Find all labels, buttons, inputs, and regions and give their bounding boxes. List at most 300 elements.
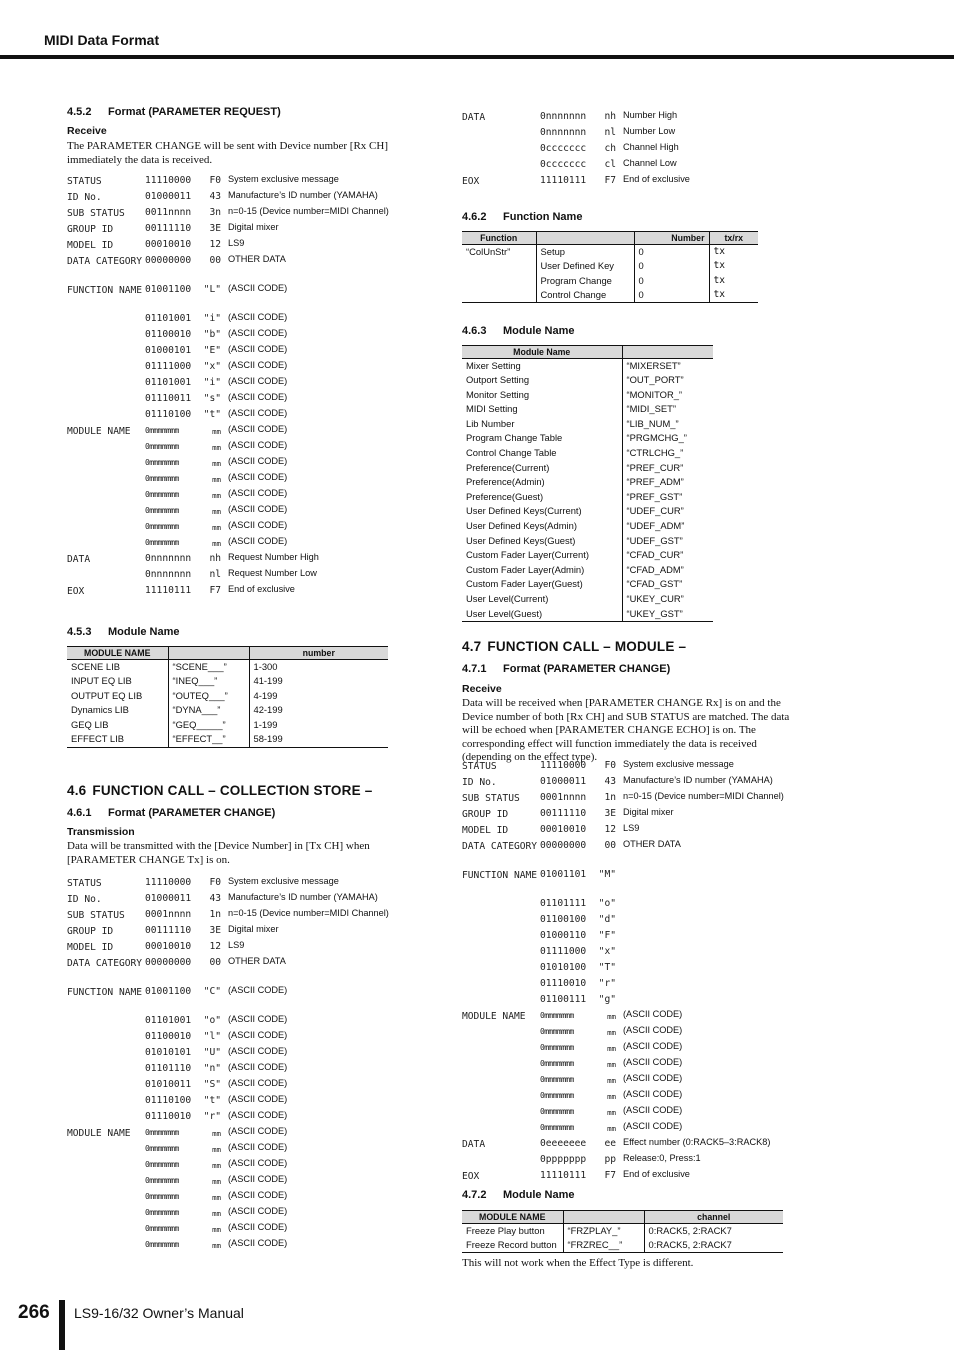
field-description: Channel High: [623, 142, 679, 152]
hex-value: ch: [604, 143, 616, 154]
hex-value: F7: [209, 585, 221, 596]
message-row: [67, 342, 407, 358]
hex-value: 1n: [209, 909, 221, 920]
message-row: [67, 390, 407, 406]
binary-value: 0nnnnnnn: [145, 569, 192, 580]
field-name: ID No.: [462, 777, 497, 788]
field-description: (ASCII CODE): [228, 985, 288, 995]
field-name: DATA CATEGORY: [462, 841, 538, 852]
binary-value: 01110011: [145, 393, 192, 404]
field-name: DATA CATEGORY: [67, 256, 143, 267]
binary-value: 01110100: [145, 1095, 192, 1106]
column-header: MODULE NAME: [462, 1211, 563, 1224]
table-cell: tx: [709, 259, 758, 274]
message-row: [462, 975, 802, 991]
table-cell: “MIXERSET”: [622, 359, 713, 374]
field-description: (ASCII CODE): [228, 1222, 288, 1232]
binary-value: 01001100: [145, 284, 192, 295]
field-description: (ASCII CODE): [228, 1062, 288, 1072]
binary-value: 01111000: [540, 946, 587, 957]
field-name: DATA: [462, 1139, 486, 1150]
table-row: [462, 288, 758, 303]
hex-value: mm: [212, 475, 221, 484]
table-row: [462, 519, 713, 534]
field-description: (ASCII CODE): [228, 392, 288, 402]
hex-value: mm: [607, 1076, 616, 1085]
hex-value: nl: [604, 127, 616, 138]
binary-value: 0mmmmmmm: [145, 442, 179, 451]
binary-value: 0mmmmmmm: [145, 1192, 179, 1201]
message-row: [67, 172, 407, 188]
section-number: 4.6.3: [462, 325, 487, 337]
field-name: DATA: [462, 112, 486, 123]
binary-value: 0ccccccc: [540, 159, 587, 170]
section-number: 4.6.2: [462, 211, 487, 223]
binary-value: 0mmmmmmm: [145, 1176, 179, 1185]
binary-value: 01101001: [145, 1015, 192, 1026]
field-description: System exclusive message: [623, 759, 734, 769]
column-header: [168, 647, 249, 660]
message-row: [67, 1092, 407, 1108]
field-description: (ASCII CODE): [228, 312, 288, 322]
table-row: [462, 534, 713, 549]
table-cell: User Level(Current): [466, 593, 549, 604]
message-row: [462, 821, 802, 837]
hex-value: mm: [212, 443, 221, 452]
table-cell: “DYNA___”: [168, 703, 249, 718]
binary-value: 0001nnnn: [145, 909, 192, 920]
hex-value: mm: [212, 491, 221, 500]
message-row: [67, 550, 407, 566]
hex-value: mm: [607, 1108, 616, 1117]
hex-value: "b": [203, 329, 221, 340]
message-row: [462, 156, 802, 172]
binary-value: 0001nnnn: [540, 792, 587, 803]
hex-value: mm: [212, 523, 221, 532]
binary-value: 01100100: [540, 914, 587, 925]
hex-value: 00: [209, 255, 221, 266]
hex-value: F7: [604, 1170, 616, 1181]
binary-value: 0mmmmmmm: [145, 522, 179, 531]
table-cell: [462, 274, 536, 289]
message-table-collection-store: [67, 874, 407, 1252]
binary-value: 01100111: [540, 994, 587, 1005]
hex-value: mm: [212, 1241, 221, 1250]
message-row: [67, 906, 407, 922]
table-row: [462, 577, 713, 592]
field-description: (ASCII CODE): [228, 1094, 288, 1104]
hex-value: "C": [203, 986, 221, 997]
note-text: This will not work when the Effect Type is different.: [462, 1257, 694, 1269]
table-row: [462, 607, 713, 622]
binary-value: 01110100: [145, 409, 192, 420]
field-description: OTHER DATA: [228, 254, 286, 264]
table-cell: Monitor Setting: [466, 388, 530, 400]
field-name: MODULE NAME: [67, 426, 131, 437]
message-row: [67, 204, 407, 220]
table-cell: “PREF_GST”: [622, 490, 713, 505]
table-cell: Outport Setting: [466, 374, 530, 386]
hex-value: 12: [209, 941, 221, 952]
binary-value: 01010101: [145, 1047, 192, 1058]
table-cell: “UDEF_ADM”: [622, 519, 713, 534]
table-cell: OUTPUT EQ LIB: [71, 689, 143, 701]
page-number: 266: [18, 1302, 50, 1323]
field-description: Number High: [623, 110, 678, 120]
table-cell: Lib Number: [466, 417, 515, 429]
message-row: [462, 1039, 802, 1055]
binary-value: 0mmmmmmm: [540, 1091, 574, 1100]
message-row: [462, 959, 802, 975]
message-row: [462, 805, 802, 821]
binary-value: 01111000: [145, 361, 192, 372]
table-cell: “CFAD_CUR”: [622, 548, 713, 563]
field-description: (ASCII CODE): [228, 344, 288, 354]
hex-value: 00: [209, 957, 221, 968]
section-title: Function Name: [503, 211, 583, 223]
hex-value: 12: [209, 239, 221, 250]
table-cell: User Level(Guest): [462, 607, 622, 622]
hex-value: pp: [604, 1154, 616, 1165]
section-number: 4.7.1: [462, 663, 487, 675]
hex-value: mm: [212, 1209, 221, 1218]
table-row: [462, 402, 713, 417]
column-header: [563, 1211, 644, 1224]
hex-value: 1n: [604, 792, 616, 803]
binary-value: 00000000: [145, 255, 192, 266]
table-cell: [462, 288, 536, 303]
section-heading-4-6-2: [462, 211, 582, 223]
binary-value: 0011nnnn: [145, 207, 192, 218]
section-number: 4.6.1: [67, 807, 92, 819]
field-description: End of exclusive: [228, 584, 295, 594]
binary-value: 11110111: [540, 1170, 587, 1181]
table-cell: “PRGMCHG_”: [622, 431, 713, 446]
table-cell: SCENE LIB: [71, 661, 120, 672]
message-row: [462, 866, 802, 895]
binary-value: 0mmmmmmm: [540, 1107, 574, 1116]
table-row: [462, 446, 713, 461]
table-cell: 1-199: [249, 718, 388, 733]
field-name: DATA: [67, 554, 91, 565]
message-row: [67, 874, 407, 890]
hex-value: mm: [607, 1060, 616, 1069]
paragraph: Data will be transmitted with the [Device Number] in [Tx CH] when [PARAMETER CHANGE Tx] is on.: [67, 840, 370, 866]
message-row: [67, 1028, 407, 1044]
table-cell: “FRZREC__”: [563, 1238, 644, 1253]
hex-value: mm: [212, 507, 221, 516]
table-cell: 42-199: [249, 703, 388, 718]
table-cell: 0:RACK5, 2:RACK7: [644, 1224, 783, 1239]
table-cell: User Defined Keys(Current): [466, 505, 582, 517]
field-name: STATUS: [462, 761, 497, 772]
table-cell: Control Change: [536, 288, 634, 303]
footer-bar: [59, 1300, 65, 1350]
binary-value: 01001101: [540, 869, 587, 880]
table-cell: Custom Fader Layer(Admin): [466, 563, 585, 575]
column-header: Function: [462, 232, 536, 245]
section-title: Format (PARAMETER REQUEST): [108, 106, 281, 118]
field-description: Channel Low: [623, 158, 677, 168]
hex-value: mm: [212, 427, 221, 436]
section-title: Format (PARAMETER CHANGE): [108, 807, 276, 819]
table-row: [67, 674, 388, 689]
hex-value: mm: [212, 1129, 221, 1138]
table-cell: “MIDI_SET”: [622, 402, 713, 417]
hex-value: 3E: [604, 808, 616, 819]
section-number: 4.6: [67, 783, 87, 798]
table-cell: Freeze Play button: [466, 1225, 545, 1236]
binary-value: 0mmmmmmm: [145, 474, 179, 483]
hex-value: F0: [209, 877, 221, 888]
table-cell: “CTRLCHG_”: [622, 446, 713, 461]
hex-value: cl: [604, 159, 616, 170]
message-row: [67, 1060, 407, 1076]
field-description: (ASCII CODE): [623, 1121, 683, 1131]
binary-value: 00111110: [540, 808, 587, 819]
table-row: [462, 274, 758, 289]
table-cell: “OUT_PORT”: [622, 373, 713, 388]
table-row: [462, 431, 713, 446]
binary-value: 0eeeeeee: [540, 1138, 587, 1149]
hex-value: 3E: [209, 925, 221, 936]
table-cell: Program Change: [536, 274, 634, 289]
message-row: [67, 220, 407, 236]
message-row: [67, 983, 407, 1012]
column-header: [536, 232, 634, 245]
field-name: EOX: [67, 586, 85, 597]
field-description: (ASCII CODE): [228, 328, 288, 338]
hex-value: "d": [598, 914, 616, 925]
section-title: FUNCTION CALL – COLLECTION STORE –: [92, 783, 373, 798]
field-description: Digital mixer: [228, 222, 279, 232]
hex-value: 3E: [209, 223, 221, 234]
table-cell: Setup: [536, 245, 634, 260]
message-row: [67, 1076, 407, 1092]
message-row: [67, 252, 407, 281]
message-row: [67, 534, 407, 550]
binary-value: 0mmmmmmm: [145, 538, 179, 547]
field-name: SUB STATUS: [67, 208, 125, 219]
binary-value: 0mmmmmmm: [540, 1075, 574, 1084]
table-cell: Program Change Table: [466, 432, 563, 444]
field-description: (ASCII CODE): [228, 1206, 288, 1216]
message-row: [462, 757, 802, 773]
hex-value: mm: [212, 1145, 221, 1154]
binary-value: 01000011: [540, 776, 587, 787]
message-row: [67, 890, 407, 906]
page-header-title: MIDI Data Format: [44, 32, 160, 48]
field-description: (ASCII CODE): [228, 1142, 288, 1152]
column-header: channel: [644, 1211, 783, 1224]
table-cell: 41-199: [249, 674, 388, 689]
table-row: [462, 490, 713, 505]
message-row: [462, 1071, 802, 1087]
receive-label: Receive: [462, 683, 502, 695]
binary-value: 01010100: [540, 962, 587, 973]
message-row: [67, 470, 407, 486]
table-cell: Preference(Guest): [466, 490, 544, 502]
binary-value: 01101001: [145, 377, 192, 388]
field-name: SUB STATUS: [67, 910, 125, 921]
table-cell: INPUT EQ LIB: [71, 675, 132, 687]
binary-value: 0ccccccc: [540, 143, 587, 154]
section-heading-4-7: [462, 639, 686, 654]
field-name: STATUS: [67, 176, 102, 187]
message-row: [67, 922, 407, 938]
binary-value: 01000011: [145, 893, 192, 904]
field-description: (ASCII CODE): [228, 1046, 288, 1056]
table-row: [462, 245, 758, 260]
field-description: (ASCII CODE): [228, 1014, 288, 1024]
binary-value: 0nnnnnnn: [540, 111, 587, 122]
field-name: ID No.: [67, 894, 102, 905]
binary-value: 01100010: [145, 1031, 192, 1042]
message-row: [462, 1023, 802, 1039]
hex-value: 3n: [209, 207, 221, 218]
message-row: [462, 1087, 802, 1103]
message-row: [67, 1172, 407, 1188]
table-cell: “SCENE___”: [168, 660, 249, 675]
table-row: [462, 592, 713, 607]
binary-value: 01000110: [540, 930, 587, 941]
hex-value: F0: [209, 175, 221, 186]
field-description: LS9: [228, 940, 245, 950]
hex-value: "M": [598, 869, 616, 880]
field-description: Release:0, Press:1: [623, 1153, 701, 1163]
table-row: [462, 1224, 783, 1239]
section-heading-4-6: [67, 783, 372, 798]
table-row: [67, 703, 388, 718]
table-cell: “UDEF_GST”: [622, 534, 713, 549]
field-description: (ASCII CODE): [228, 1190, 288, 1200]
field-name: FUNCTION NAME: [462, 870, 538, 881]
table-cell: 0: [634, 288, 709, 303]
field-description: (ASCII CODE): [228, 408, 288, 418]
binary-value: 00000000: [540, 840, 587, 851]
table-cell: EFFECT LIB: [67, 732, 168, 747]
table-cell: Preference(Admin): [466, 476, 545, 488]
manual-title: LS9-16/32 Owner’s Manual: [74, 1305, 244, 1321]
function-name-table: [462, 231, 758, 303]
field-description: End of exclusive: [623, 174, 690, 184]
field-name: GROUP ID: [462, 809, 509, 820]
field-description: (ASCII CODE): [623, 1089, 683, 1099]
message-row: [67, 358, 407, 374]
section-title: Module Name: [503, 1189, 575, 1201]
field-name: GROUP ID: [67, 224, 114, 235]
table-row: [462, 461, 713, 476]
section-title: Module Name: [108, 626, 180, 638]
table-cell: Custom Fader Layer(Current): [466, 549, 589, 561]
binary-value: 0mmmmmmm: [145, 1160, 179, 1169]
binary-value: 0mmmmmmm: [145, 458, 179, 467]
field-description: (ASCII CODE): [623, 1057, 683, 1067]
binary-value: 0mmmmmmm: [145, 1144, 179, 1153]
field-description: (ASCII CODE): [228, 472, 288, 482]
field-description: (ASCII CODE): [623, 1073, 683, 1083]
table-row: [462, 1238, 783, 1253]
message-row: [67, 236, 407, 252]
table-cell: User Defined Key: [536, 259, 634, 274]
field-description: OTHER DATA: [228, 956, 286, 966]
section-heading-4-7-2: [462, 1189, 575, 1201]
message-row: [462, 1119, 802, 1135]
table-cell: 0: [634, 274, 709, 289]
column-header: Module Name: [462, 346, 622, 359]
field-description: Effect number (0:RACK5–3:RACK8): [623, 1137, 771, 1147]
message-row: [67, 1044, 407, 1060]
hex-value: "r": [598, 978, 616, 989]
field-description: Digital mixer: [623, 807, 674, 817]
column-header: [622, 346, 713, 359]
section-number: 4.7: [462, 639, 482, 654]
table-cell: User Defined Keys(Admin): [466, 520, 577, 532]
message-row: [462, 895, 802, 911]
hex-value: "E": [203, 345, 221, 356]
field-description: (ASCII CODE): [228, 440, 288, 450]
binary-value: 0mmmmmmm: [145, 506, 179, 515]
message-row: [462, 789, 802, 805]
message-row: [67, 188, 407, 204]
hex-value: nh: [604, 111, 616, 122]
field-description: Request Number High: [228, 552, 319, 562]
hex-value: "S": [203, 1079, 221, 1090]
table-cell: “PREF_CUR”: [622, 461, 713, 476]
field-name: ID No.: [67, 192, 102, 203]
section-title: FUNCTION CALL – MODULE –: [487, 639, 687, 654]
table-row: [67, 689, 388, 704]
module-name-table-library: [67, 646, 388, 748]
field-description: LS9: [623, 823, 640, 833]
table-cell: User Defined Keys(Guest): [466, 534, 576, 546]
field-description: (ASCII CODE): [228, 424, 288, 434]
message-row: [462, 124, 802, 140]
message-row: [462, 108, 802, 124]
binary-value: 01010011: [145, 1079, 192, 1090]
table-cell: “INEQ___”: [168, 674, 249, 689]
message-row: [462, 172, 802, 188]
field-description: Manufacture’s ID number (YAMAHA): [228, 892, 378, 902]
binary-value: 11110000: [540, 760, 587, 771]
hex-value: nh: [209, 553, 221, 564]
field-description: (ASCII CODE): [228, 488, 288, 498]
field-name: MODEL ID: [67, 240, 114, 251]
table-row: [462, 504, 713, 519]
table-cell: “CFAD_ADM”: [622, 563, 713, 578]
hex-value: "o": [598, 898, 616, 909]
field-description: (ASCII CODE): [228, 1174, 288, 1184]
table-cell: 1-300: [249, 660, 388, 675]
field-name: SUB STATUS: [462, 793, 520, 804]
hex-value: mm: [212, 539, 221, 548]
field-description: (ASCII CODE): [228, 360, 288, 370]
message-row: [67, 422, 407, 438]
table-cell: 0:RACK5, 2:RACK7: [644, 1238, 783, 1253]
hex-value: nl: [209, 569, 221, 580]
field-description: (ASCII CODE): [228, 520, 288, 530]
table-row: [462, 359, 713, 374]
field-description: (ASCII CODE): [228, 1110, 288, 1120]
binary-value: 11110111: [540, 175, 587, 186]
binary-value: 01101111: [540, 898, 587, 909]
section-heading-4-6-3: [462, 325, 575, 337]
message-row: [67, 1236, 407, 1252]
binary-value: 0mmmmmmm: [540, 1011, 574, 1020]
message-table-collection-store-continued: [462, 108, 802, 188]
hex-value: "i": [203, 377, 221, 388]
message-row: [462, 1135, 802, 1151]
